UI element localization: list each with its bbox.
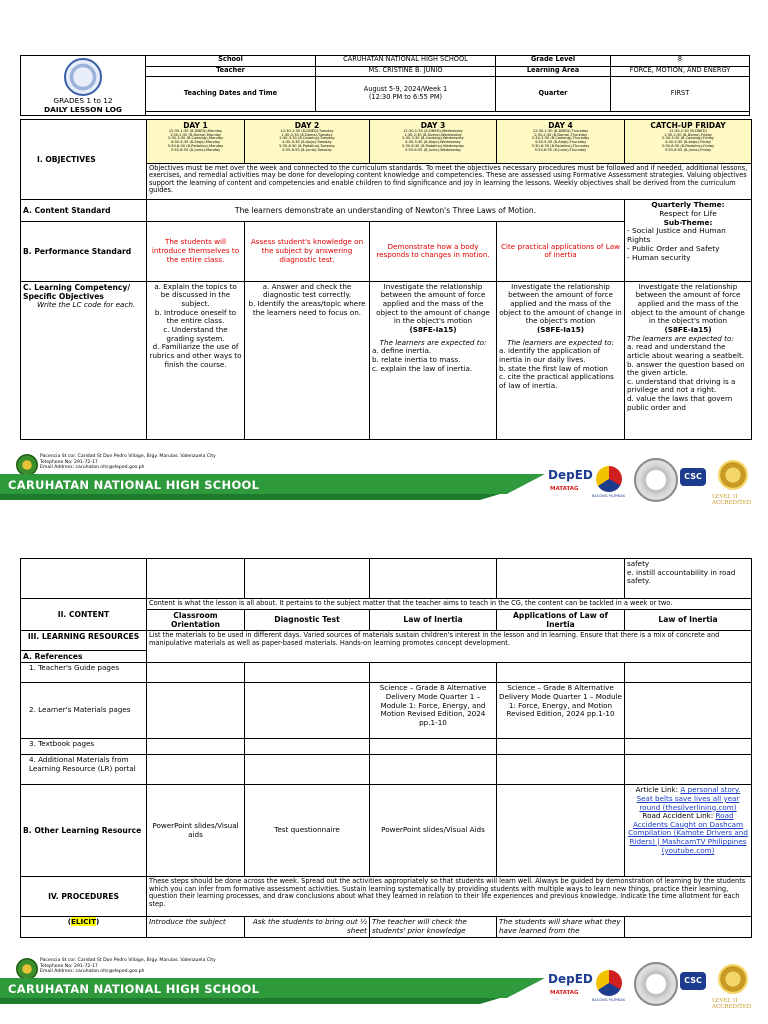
footer-address — [40, 454, 216, 471]
school-label: School — [146, 56, 316, 67]
references-label: A. References — [21, 651, 147, 663]
footer-page2 — [0, 956, 768, 1018]
prime-hrm-icon — [718, 460, 748, 490]
prime-hrm-text: LEVEL II ACCREDITED — [712, 998, 752, 1010]
deped-text: DepED — [548, 972, 593, 986]
address-line: Pacencia St cor. Caridad St Don Pedro Village, Brgy. Marulas. Valenzuela City — [40, 958, 216, 963]
content-standard-text: The learners demonstrate an understanding of Newton's Three Laws of Motion. — [147, 199, 625, 221]
resources-note: List the materials to be used in different days. Varied sources of materials sustain children's interest in the lesson and in learning. Ensure that there is a mix of concrete and manipulative materials as well as paper-based materials. Hands-on learning promotes concept development. — [147, 631, 752, 663]
grade-value: 8 — [611, 56, 750, 67]
matatag-text: MATATAG — [550, 486, 579, 492]
schedule-line: 12:30-1:30 (8-DNED) — [669, 128, 707, 133]
schedule-line: 12:30-1:30 (8-DNED)-Tuesday — [280, 128, 334, 133]
footer-school-name: CARUHATAN NATIONAL HIGH SCHOOL — [8, 478, 260, 492]
competency-day5-main: Investigate the relationship between the amount of force applied and the mass of the object to the amount of change in the object's motion — [631, 281, 745, 326]
schedule-line: 4:30-5:30 (8-Alajo)-Tuesday — [282, 140, 332, 145]
subtheme-item: - Social Justice and Human Rights — [627, 226, 726, 245]
content-note: Content is what the lesson is all about. It pertains to the subject matter that the teacher aims to teach in the CG, the content can be tackled in a week or two. — [147, 599, 752, 610]
schedule-line: 5:30-6:30 (8-Padalino)-Monday — [167, 143, 224, 148]
day1-title: DAY 1 — [183, 120, 208, 130]
performance-day2: Assess student's knowledge on the subject by answering diagnostic test. — [245, 221, 370, 281]
subtheme-title: Sub-Theme: — [663, 217, 713, 227]
schedule-line: 5:55-6:55 (8-Junio)-Wednesday — [405, 147, 461, 152]
day4-header — [497, 119, 625, 163]
matatag-text: MATATAG — [550, 990, 579, 996]
day2-schedule — [247, 130, 367, 153]
schedule-line: 2:30-3:30 (8-Cadaing)-Thursday — [531, 136, 590, 141]
dates-line1: August 5-9, 2024/Week 1 — [363, 85, 448, 94]
schedule-line: 2:30-3:30 (8-Cadaing)-Tuesday — [279, 136, 335, 141]
quarter-label: Quarter — [496, 77, 611, 112]
quarterly-theme-title: Quarterly Theme: — [651, 199, 725, 209]
competency-day3 — [370, 281, 497, 439]
deped-seal-icon — [64, 58, 102, 96]
competency-day4-list: a. identify the application of inertia in our daily lives. b. state the first law of motion c. cite the practical applications of law of inertia. — [499, 346, 614, 390]
csc-logo: CSC — [680, 468, 706, 486]
dates-line2: (12:30 PM to 6:55 PM) — [368, 93, 443, 102]
deped-text: DepED — [548, 468, 593, 482]
day3-schedule — [372, 130, 494, 153]
competency-day5-code: (S8FE-Ia15) — [664, 324, 712, 334]
tg-label: 1. Teacher's Guide pages — [21, 663, 147, 683]
schedule-line: 5:55-6:55 (8-Junio)-Tuesday — [282, 147, 332, 152]
schedule-line: 5:30-6:30 (8-Padalino)-Friday — [661, 143, 715, 148]
day1-header — [147, 119, 245, 163]
lm-day3: Science – Grade 8 Alternative Delivery Mode Quarter 1 – Module 1: Force, Energy, and Motion Revised Edition, 2024 pp.1-10 — [370, 683, 497, 739]
lesson-table-continued — [20, 558, 752, 938]
resources-label: III. LEARNING RESOURCES — [21, 631, 147, 651]
competency-note: Write the LC code for each. — [37, 299, 136, 309]
article-link[interactable]: A personal story. Seat belts save lives all year round (thesilverlining.com) — [636, 785, 741, 812]
competency-day5-list: a. read and understand the article about wearing a seatbelt. b. answer the question based on the given article. c. understand that driving is a privilege and not a right. d. value the laws that govern public order and — [627, 342, 745, 412]
competency-day5 — [625, 281, 752, 439]
teacher-value: MS. CRISTINE B. JUNIO — [316, 66, 496, 77]
schedule-line: 1:30-2:30 (8-Doma)-Monday — [169, 132, 222, 137]
area-value: FORCE, MOTION, AND ENERGY — [611, 66, 750, 77]
content-day1: Classroom Orientation — [147, 609, 245, 630]
schedule-line: 5:30-6:30 (8-Padalino)-Wednesday — [401, 143, 465, 148]
schedule-line: 12:30-1:30 (8-DNED)-Monday — [168, 128, 223, 133]
schedule-line: 2:30-3:30 (8-Cadaing)-Monday — [167, 136, 224, 141]
competency-day5-expected: The learners are expected to: — [627, 333, 734, 343]
day2-title: DAY 2 — [294, 120, 320, 130]
proc-day2: Ask the students to bring out ½ sheet — [245, 917, 370, 937]
page-1 — [0, 55, 768, 440]
competency-day3-expected: The learners are expected to: — [379, 337, 487, 347]
other-day1: PowerPoint slides/Visual aids — [147, 785, 245, 877]
schedule-line: 4:30-5:30 (8-Alajo)-Friday — [665, 140, 711, 145]
tb-label: 3. Textbook pages — [21, 739, 147, 755]
proc-day1: Introduce the subject — [147, 917, 245, 937]
phone-line: Telephone No: 291-72-17 — [40, 963, 98, 969]
schedule-line: 2:30-3:30 (8-Cadaing)-Friday — [662, 136, 714, 141]
competency-day4-expected: The learners are expected to: — [507, 337, 614, 347]
elicit-label: ELICIT — [70, 917, 97, 927]
footer-page1 — [0, 452, 768, 514]
quarter-value: FIRST — [611, 77, 750, 112]
lesson-table — [20, 119, 752, 440]
footer-school-name: CARUHATAN NATIONAL HIGH SCHOOL — [8, 982, 260, 996]
schedule-line: 1:30-2:30 (8-Doma)-Tuesday — [281, 132, 333, 137]
deped-logo — [548, 972, 593, 986]
footer-logos — [548, 456, 758, 504]
schedule-line: 1:30-2:30 (8-Doma)-Friday — [664, 132, 712, 137]
lr-label: 4. Additional Materials from Learning Resource (LR) portal — [21, 755, 147, 785]
competency-day3-main: Investigate the relationship between the amount of force applied and the mass of the object to the amount of change in the object's motion — [376, 281, 490, 326]
email-line: Email Address: caruhatan.nhs@deped.gov.ph — [40, 969, 145, 975]
header-table — [20, 55, 750, 116]
day3-header — [370, 119, 497, 163]
deped-logo — [548, 468, 593, 482]
performance-day3: Demonstrate how a body responds to changes in motion. — [370, 221, 497, 281]
footer-band-accent — [0, 494, 500, 500]
doc-title: DAILY LESSON LOG — [44, 104, 122, 114]
schedule-line: 1:30-2:30 (8-Doma)-Thursday — [533, 132, 588, 137]
schedule-line: 1:30-2:30 (8-Doma)-Wednesday — [404, 132, 462, 137]
subtheme-item: - Public Order and Safety — [627, 244, 720, 254]
lm-day4: Science – Grade 8 Alternative Delivery Mode Quarter 1 – Module 1: Force, Energy, and Motion Revised Edition, 2024 pp.1-10 — [497, 683, 625, 739]
deped-seal-cell — [21, 56, 146, 116]
elicit-cell: (ELICIT) — [21, 917, 147, 937]
objectives-label: I. OBJECTIVES — [21, 119, 147, 199]
content-day2: Diagnostic Test — [245, 609, 370, 630]
road-link-label: Road Accident Link: — [642, 811, 714, 821]
lm-label: 2. Learner's Materials pages — [21, 683, 147, 739]
other-day3: PowerPoint slides/Visual Aids — [370, 785, 497, 877]
other-day5 — [625, 785, 752, 877]
performance-day4: Cite practical applications of Law of inertia — [497, 221, 625, 281]
competency-day2: a. Answer and check the diagnostic test correctly. b. Identify the areas/topic where the learners need to focus on. — [245, 281, 370, 439]
objectives-text: Objectives must be met over the week and connected to the curriculum standards. To meet the objectives necessary procedures must be followed and if needed, additional lessons, exercises, and remedial activities may be done for developing content knowledge and competencies. These are assessed using Formative Assessment strategies. Valuing objectives support the learning of content and competencies and enable children to find significance and joy in learning the lessons. Weekly objectives shall be derived from the curriculum guides. — [147, 163, 752, 199]
procedures-label: IV. PROCEDURES — [21, 877, 147, 917]
schedule-line: 5:30-6:30 (8-Padalino)-Thursday — [531, 143, 590, 148]
bagong-pilipinas-text: BAGONG PILIPINAS — [592, 494, 626, 498]
quarterly-theme-value: Respect for Life — [659, 208, 717, 218]
day1-schedule — [149, 130, 242, 153]
schedule-line: 5:55-6:55 (8-Junio)-Friday — [664, 147, 712, 152]
day4-schedule — [499, 130, 622, 153]
schedule-line: 5:55-6:55 (8-Junio)-Thursday — [534, 147, 587, 152]
quarterly-theme-cell — [625, 199, 752, 281]
competency-day5-cont: safety e. instill accountability in road safety. — [625, 559, 752, 599]
school-logo-icon — [16, 454, 38, 476]
bagong-pilipinas-icon — [596, 970, 622, 996]
performance-standard-label: B. Performance Standard — [21, 221, 147, 281]
schedule-line: 12:30-1:30 (8-DNED)-Thursday — [532, 128, 589, 133]
content-label: II. CONTENT — [21, 599, 147, 631]
procedures-note: These steps should be done across the week. Spread out the activities appropriately so that students will learn well. Always be guided by demonstration of learning by the students which you can infer from formative assessment activities. Sustain learning systematically by providing students with multiple ways to learn new things, practice their learning, question their learning processes, and draw conclusions about what they learned in relation to their life experiences and previous knowledge. Indicate the time allotment for each step. — [147, 877, 752, 917]
schedule-line: 4:30-5:30 (8-Alajo)-Monday — [170, 140, 221, 145]
competency-day1: a. Explain the topics to be discussed in the subject. b. Introduce oneself to the entire class. c. Understand the grading system. d. Familiarize the use of rubrics and other ways to finish the course. — [147, 281, 245, 439]
competency-day3-code: (S8FE-Ia15) — [409, 324, 457, 334]
competency-day4 — [497, 281, 625, 439]
school-value: CARUHATAN NATIONAL HIGH SCHOOL — [316, 56, 496, 67]
other-day2: Test questionnaire — [245, 785, 370, 877]
grade-label: Grade Level — [496, 56, 611, 67]
content-day5: Law of Inertia — [625, 609, 752, 630]
schedule-line: 12:30-1:30 (8-DNED)-Wednesday — [403, 128, 463, 133]
school-logo-icon — [16, 958, 38, 980]
competency-day4-code: (S8FE-Ia15) — [536, 324, 585, 334]
schedule-line: 5:30-6:30 (8-Padalino)-Tuesday — [279, 143, 335, 148]
school-seal-icon — [634, 458, 678, 502]
bagong-pilipinas-text: BAGONG PILIPINAS — [592, 998, 626, 1002]
page-2 — [0, 558, 768, 938]
day4-title: DAY 4 — [548, 120, 573, 130]
other-resource-label: B. Other Learning Resource — [21, 785, 147, 877]
bagong-pilipinas-icon — [596, 466, 622, 492]
content-standard-label: A. Content Standard — [21, 199, 147, 221]
content-day3: Law of Inertia — [370, 609, 497, 630]
teacher-label: Teacher — [146, 66, 316, 77]
address-line: Pacencia St cor. Caridad St Don Pedro Village, Brgy. Marulas. Valenzuela City — [40, 454, 216, 459]
proc-day4: The students will share what they have learned from the — [497, 917, 625, 937]
day2-header — [245, 119, 370, 163]
footer-address — [40, 958, 216, 975]
road-accident-link[interactable]: Road Accidents Caught on Dashcam Compilation (Kamote Drivers and Riders) | MashcamTV Philippines (youtube.com) — [628, 811, 748, 855]
school-seal-icon — [634, 962, 678, 1006]
prime-hrm-icon — [718, 964, 748, 994]
dates-label: Teaching Dates and Time — [146, 77, 316, 112]
footer-band-accent — [0, 998, 500, 1004]
dates-value — [316, 77, 496, 112]
competency-label: C. Learning Competency/ Specific Objectives — [23, 282, 131, 301]
schedule-line: 4:30-5:30 (8-Alajo)-Wednesday — [405, 140, 461, 145]
csc-logo: CSC — [680, 972, 706, 990]
competency-day4-main: Investigate the relationship between the amount of force applied and the mass of the object to the amount of change in the object's motion — [499, 281, 622, 326]
proc-day3: The teacher will check the students' prior knowledge — [370, 917, 497, 937]
friday-title: CATCH-UP FRIDAY — [650, 120, 726, 130]
phone-line: Telephone No: 291-72-17 — [40, 459, 98, 465]
content-day4: Applications of Law of Inertia — [497, 609, 625, 630]
footer-logos — [548, 960, 758, 1008]
day3-title: DAY 3 — [420, 120, 446, 130]
competency-day3-list: a. define inertia. b. relate inertia to mass. c. explain the law of inertia. — [372, 346, 473, 373]
article-link-label: Article Link: — [635, 785, 679, 795]
schedule-line: 2:30-3:30 (8-Cadaing)-Wednesday — [402, 136, 464, 141]
schedule-line: 5:55-6:55 (8-Junio)-Monday — [170, 147, 221, 152]
friday-header — [625, 119, 752, 163]
subtheme-item: - Human security — [627, 253, 691, 262]
area-label: Learning Area — [496, 66, 611, 77]
schedule-line: 4:30-5:30 (8-Alajo)-Thursday — [534, 140, 587, 145]
friday-schedule — [627, 130, 749, 153]
performance-day1: The students will introduce themselves to the entire class. — [147, 221, 245, 281]
email-line: Email Address: caruhatan.nhs@deped.gov.ph — [40, 465, 145, 471]
competency-label-cell — [21, 281, 147, 439]
prime-hrm-text: LEVEL II ACCREDITED — [712, 494, 752, 506]
logo-text: GRADES 1 to 12 — [53, 96, 113, 105]
